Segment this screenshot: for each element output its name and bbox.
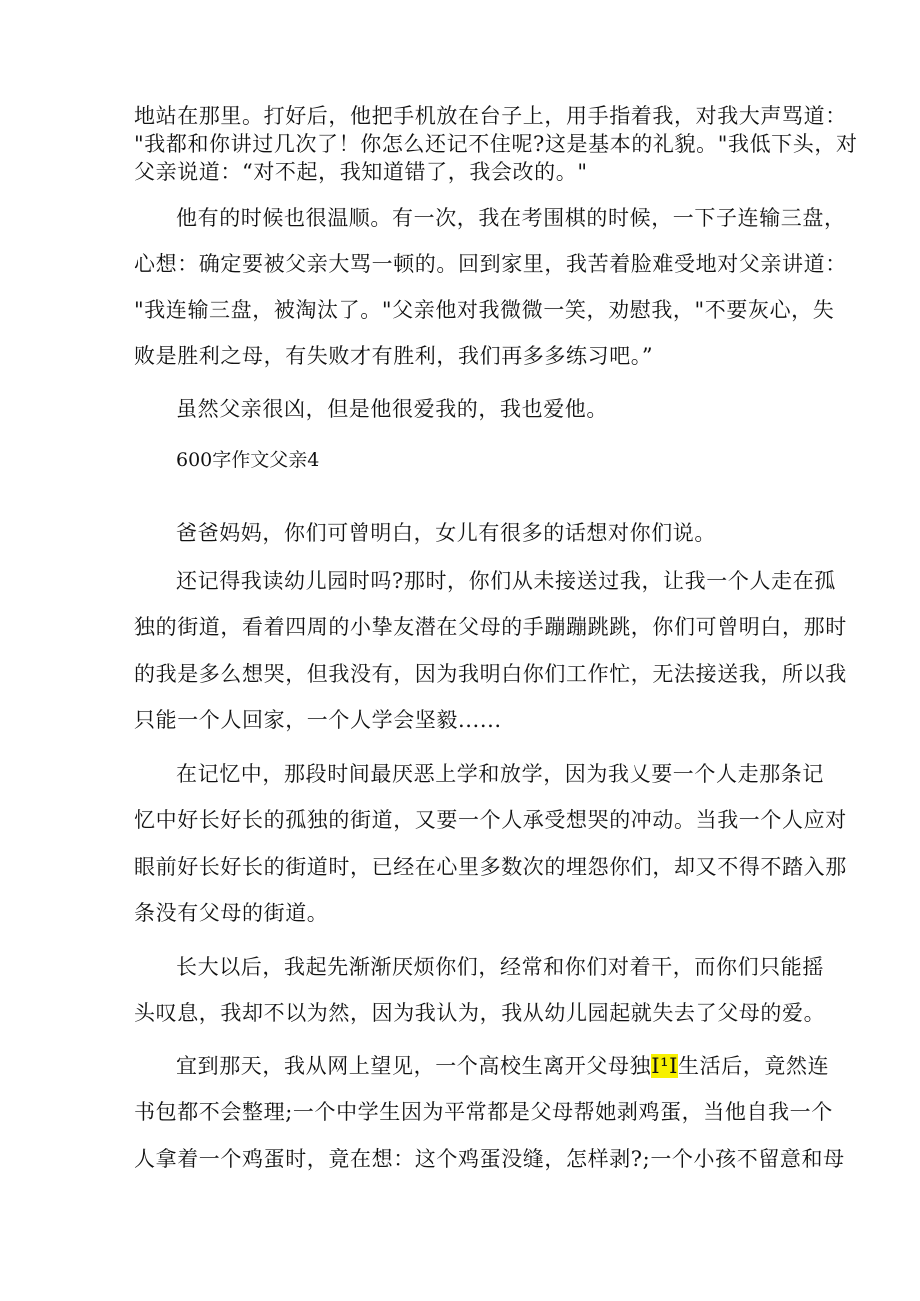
- paragraph-line: 的我是多么想哭，但我没有，因为我明白你们工作忙，无法接送我，所以我: [134, 662, 847, 686]
- paragraph-line: 只能一个人回家，一个人学会坚毅......: [134, 708, 502, 732]
- paragraph-line: 心想：确定要被父亲大骂一顿的。回到家里，我苦着脸难受地对父亲讲道：: [134, 252, 847, 276]
- text-segment: 生活后，竟然连: [678, 1054, 830, 1078]
- paragraph-line: 书包都不会整理;一个中学生因为平常都是父母帮她剥鸡蛋，当他自我一个: [134, 1100, 833, 1124]
- paragraph-line: 虽然父亲很凶，但是他很爱我的，我也爱他。: [176, 397, 608, 421]
- highlighted-text: I¹I: [651, 1054, 679, 1078]
- paragraph-line: 人拿着一个鸡蛋时，竟在想：这个鸡蛋没缝，怎样剥?;一个小孩不留意和母: [134, 1147, 845, 1171]
- paragraph-line: 在记忆中，那段时间最厌恶上学和放学，因为我乂要一个人走那条记: [176, 762, 824, 786]
- paragraph-line: "我都和你讲过几次了！你怎么还记不住呢?这是基本的礼貌。"我低下头，对: [134, 132, 858, 156]
- paragraph-line: 头叹息，我却不以为然，因为我认为，我从幼儿园起就失去了父母的爱。: [134, 1001, 826, 1025]
- paragraph-line: [176, 1053, 830, 1079]
- paragraph-line: "我连输三盘，被淘汰了。"父亲他对我微微一笑，劝慰我，"不要灰心，失: [134, 298, 835, 322]
- paragraph-line: 长大以后，我起先渐渐厌烦你们，经常和你们对着干，而你们只能摇: [176, 955, 824, 979]
- paragraph-line: 条没有父母的街道。: [134, 901, 329, 925]
- paragraph-line: 独的街道，看着四周的小挚友潜在父母的手蹦蹦跳跳，你们可曾明白，那时: [134, 615, 847, 639]
- paragraph-line: 忆中好长好长的孤独的街道，又要一个人承受想哭的冲动。当我一个人应对: [134, 808, 847, 832]
- paragraph-line: 败是胜利之母，有失败才有胜利，我们再多多练习吧。”: [134, 344, 654, 368]
- paragraph-line: 还记得我读幼儿园时吗?那时，你们从未接送过我，让我一个人走在孤: [176, 569, 836, 593]
- paragraph-line: 地站在那里。打好后，他把手机放在台子上，用手指着我，对我大声骂道：: [134, 104, 847, 128]
- text-segment: 宜到那天，我从网上望见，一个高校生离开父母独: [176, 1054, 652, 1078]
- paragraph-line: 他有的时候也很温顺。有一次，我在考围棋的时候，一下子连输三盘，: [176, 206, 846, 230]
- paragraph-line: 父亲说道：“对不起，我知道错了，我会改的。": [134, 160, 588, 184]
- section-heading: 600字作文父亲4: [176, 449, 320, 471]
- paragraph-line: 爸爸妈妈，你们可曾明白，女儿有很多的话想对你们说。: [176, 521, 716, 545]
- paragraph-line: 眼前好长好长的街道时，已经在心里多数次的埋怨你们，却又不得不踏入那: [134, 855, 847, 879]
